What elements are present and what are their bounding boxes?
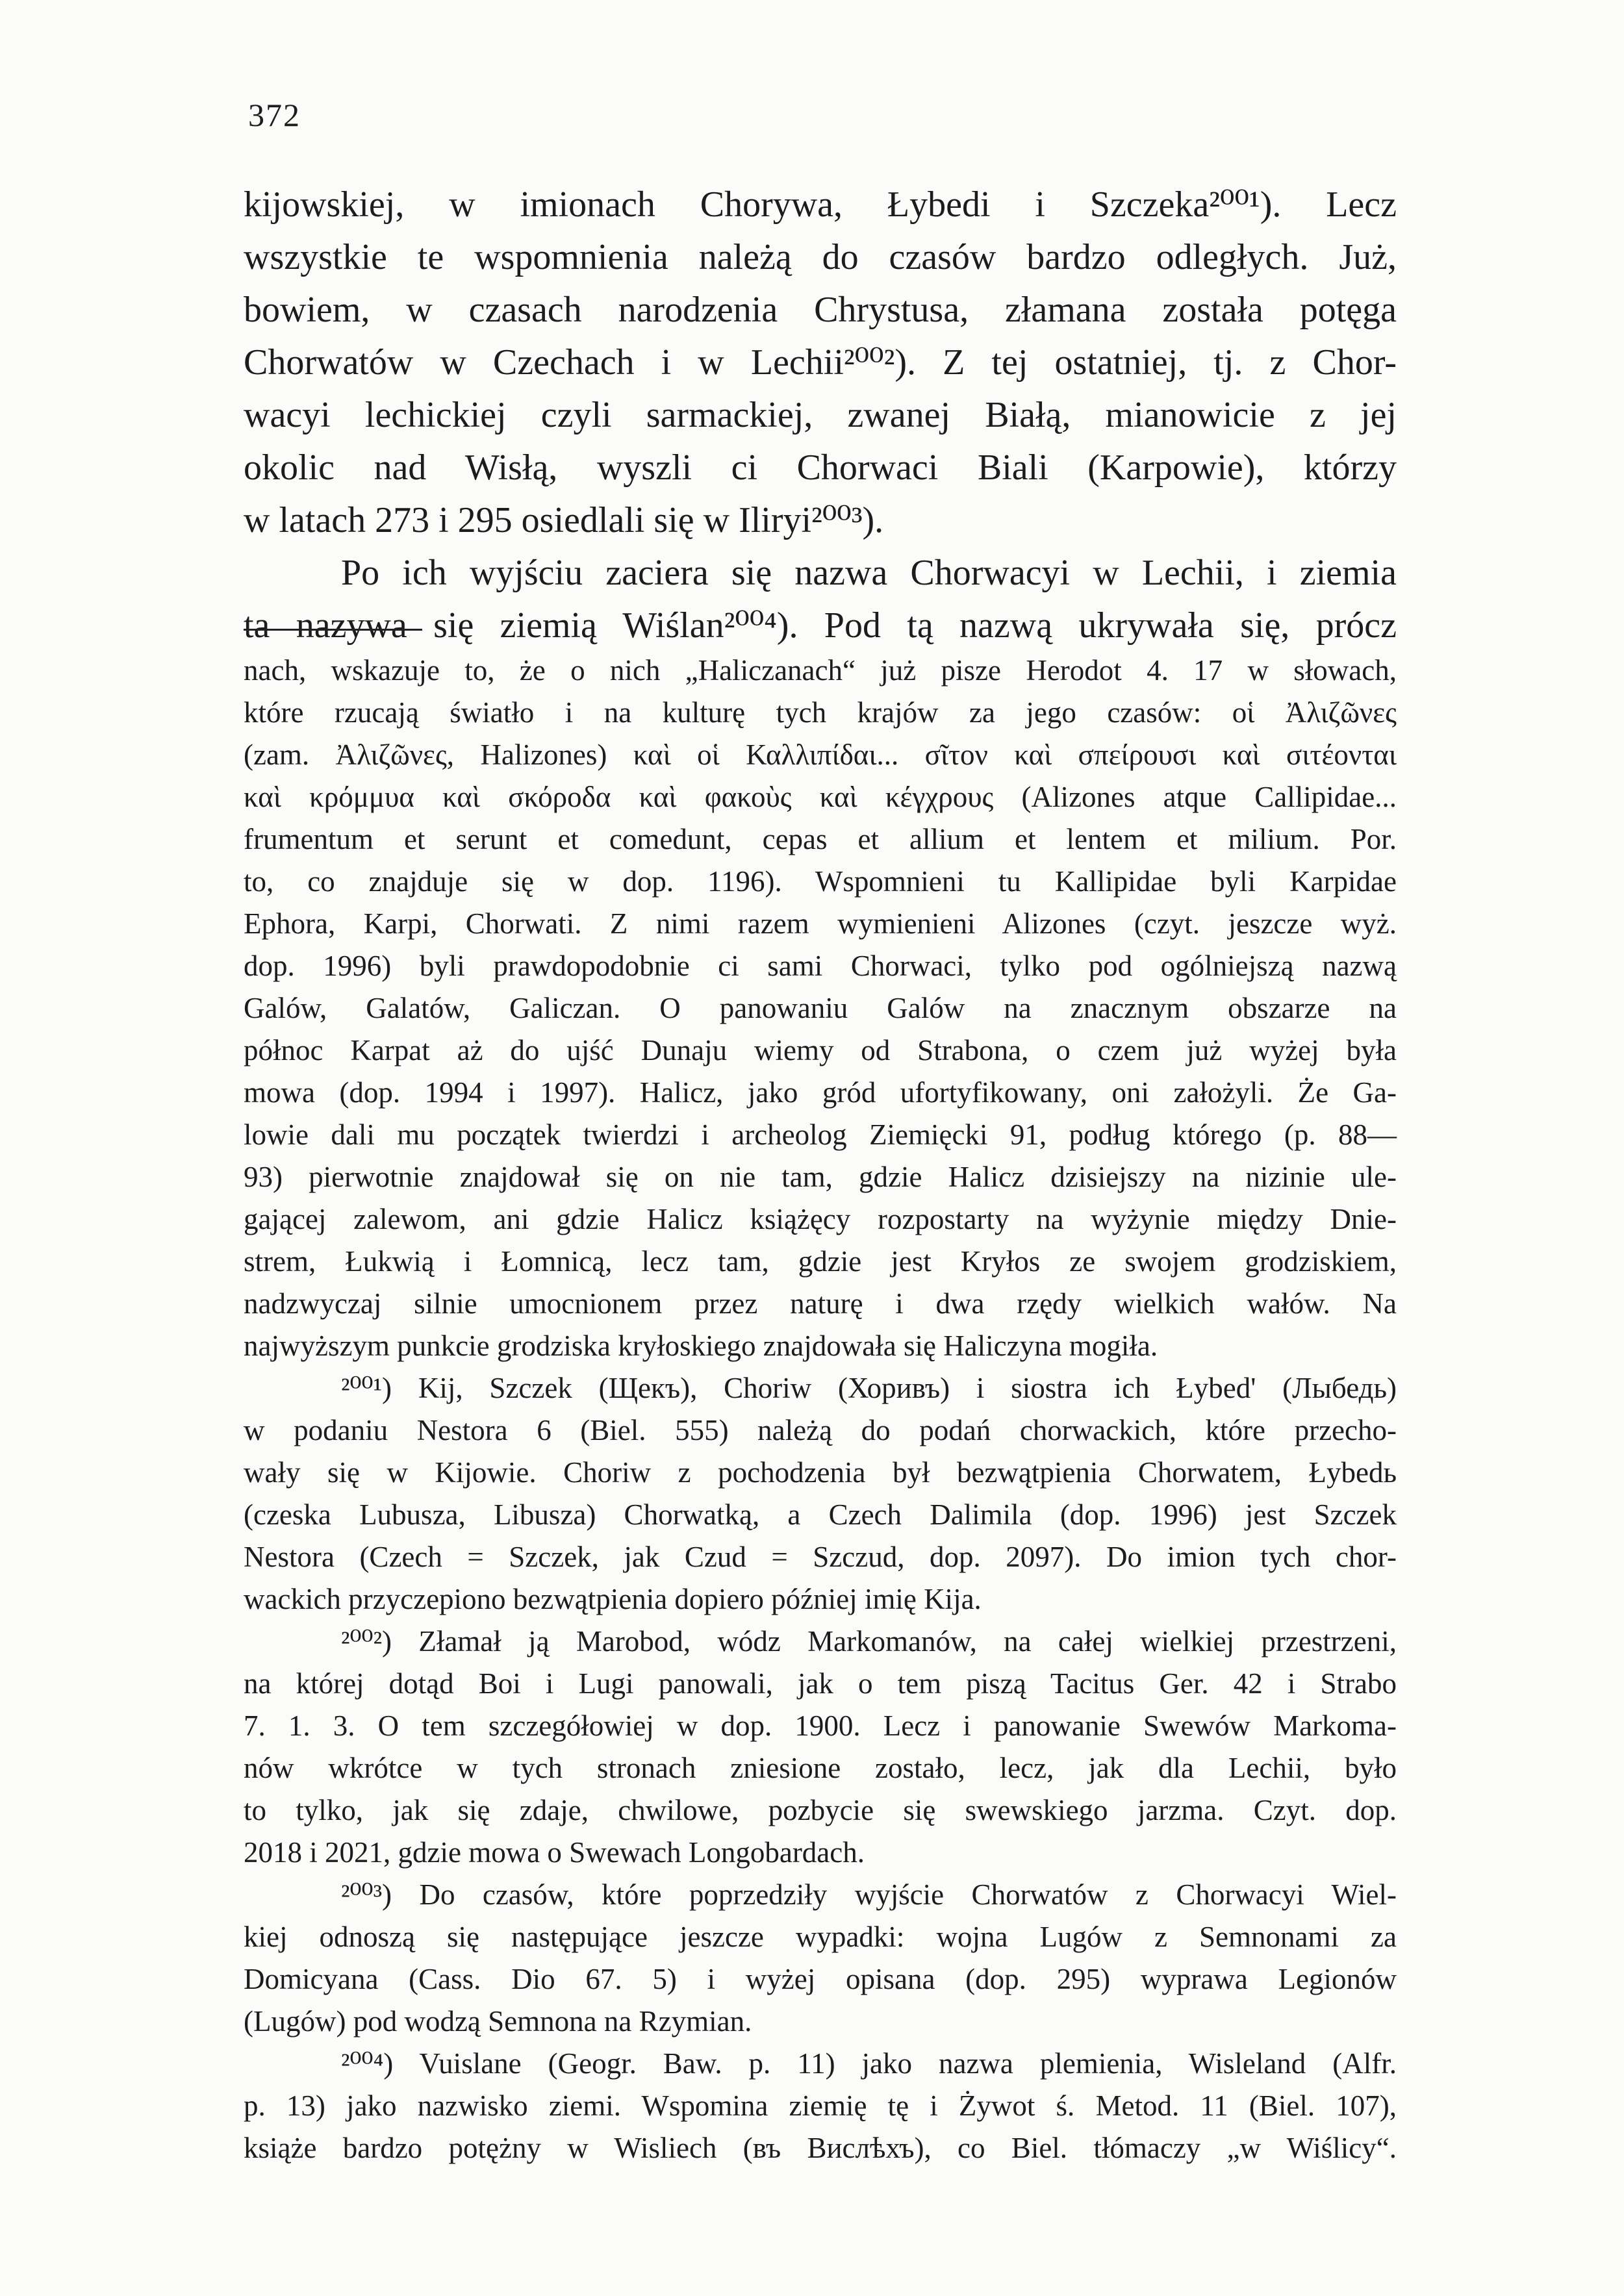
text-line: okolic nad Wisłą, wyszli ci Chorwaci Biali (Karpowie), którzy xyxy=(244,448,1397,488)
footnote-line: (czeska Lubusza, Libusza) Chorwatką, a Czech Dalimila (dop. 1996) jest Szczek xyxy=(244,1498,1397,1531)
footnote-line: wackich przyczepiono bezwątpienia dopiero później imię Kija. xyxy=(244,1583,982,1615)
footnote-line: północ Karpat aż do ujść Dunaju wiemy od Strabona, o czem już wyżej była xyxy=(244,1034,1397,1066)
footnote-line: dop. 1996) byli prawdopodobnie ci sami Chorwaci, tylko pod ogólniejszą nazwą xyxy=(244,950,1397,982)
footnote-line: lowie dali mu początek twierdzi i archeolog Ziemięcki 91, podług którego (p. 88— xyxy=(244,1118,1397,1151)
footnote-line: 93) pierwotnie znajdował się on nie tam, gdzie Halicz dzisiejszy na nizinie ule- xyxy=(244,1161,1397,1193)
footnote-line: to tylko, jak się zdaje, chwilowe, pozbycie się swewskiego jarzma. Czyt. dop. xyxy=(244,1794,1397,1826)
text-line: kijowskiej, w imionach Chorywa, Łybedi i Szczeka²⁰⁰¹). Lecz xyxy=(244,184,1397,225)
text-line: Chorwatów w Czechach i w Lechii²⁰⁰²). Z tej ostatniej, tj. z Chor- xyxy=(244,342,1397,383)
footnote-2003: ²⁰⁰³) Do czasów, które poprzedziły wyjście Chorwatów z Chorwacyi Wiel- xyxy=(341,1878,1397,1911)
footnote-line: kiej odnoszą się następujące jeszcze wypadki: wojna Lugów z Semnonami za xyxy=(244,1921,1397,1953)
footnote-2004: ²⁰⁰⁴) Vuislane (Geogr. Baw. p. 11) jako nazwa plemienia, Wisleland (Alfr. xyxy=(341,2047,1397,2080)
text-line: w latach 273 i 295 osiedlali się w Iliryi²⁰⁰³). xyxy=(244,500,884,540)
footnote-line: wały się w Kijowie. Choriw z pochodzenia był bezwątpienia Chorwatem, Łybedь xyxy=(244,1456,1397,1489)
text-line: ta nazywa się ziemią Wiślan²⁰⁰⁴). Pod tą nazwą ukrywała się, prócz xyxy=(244,605,1397,646)
footnote-line: na której dotąd Boi i Lugi panowali, jak o tem piszą Tacitus Ger. 42 i Strabo xyxy=(244,1667,1397,1700)
footnote-line: (zam. Ἀλιζῶνες, Halizones) καὶ οἱ Καλλιπίδαι... σῖτον καὶ σπείρουσι καὶ σιτέονται xyxy=(244,738,1397,771)
footnote-line: (Lugów) pod wodzą Semnona na Rzymian. xyxy=(244,2005,752,2037)
footnote-line: najwyższym punkcie grodziska kryłoskiego znajdowała się Haliczyna mogiła. xyxy=(244,1330,1158,1362)
footnote-2002: ²⁰⁰²) Złamał ją Marobod, wódz Markomanów, na całej wielkiej przestrzeni, xyxy=(341,1625,1397,1658)
footnote-line: Nestora (Czech = Szczek, jak Czud = Szczud, dop. 2097). Do imion tych chor- xyxy=(244,1541,1397,1573)
text-line: bowiem, w czasach narodzenia Chrystusa, złamana została potęga xyxy=(244,290,1397,330)
footnote-line: książe bardzo potężny w Wisliech (въ Вислѣхъ), co Biel. tłómaczy „w Wiślicy“. xyxy=(244,2132,1397,2164)
text-line: wszystkie te wspomnienia należą do czasów bardzo odległych. Już, xyxy=(244,237,1397,277)
footnote-line: 7. 1. 3. O tem szczegółowiej w dop. 1900. Lecz i panowanie Swewów Markoma- xyxy=(244,1709,1397,1742)
main-text xyxy=(244,179,1397,652)
footnote-line: to, co znajduje się w dop. 1196). Wspomnieni tu Kallipidae byli Karpidae xyxy=(244,865,1397,898)
footnote-line: gającej zalewom, ani gdzie Halicz książęcy rozpostarty na wyżynie między Dnie- xyxy=(244,1203,1397,1235)
footnote-line: 2018 i 2021, gdzie mowa o Swewach Longobardach. xyxy=(244,1836,865,1869)
footnote-line: strem, Łukwią i Łomnicą, lecz tam, gdzie jest Kryłos ze swojem grodziskiem, xyxy=(244,1245,1397,1278)
footnote-line: Galów, Galatów, Galiczan. O panowaniu Galów na znacznym obszarze na xyxy=(244,992,1397,1024)
text-line: Po ich wyjściu zaciera się nazwa Chorwacyi w Lechii, i ziemia xyxy=(341,553,1397,593)
footnote-line: Ephora, Karpi, Chorwati. Z nimi razem wymienieni Alizones (czyt. jeszcze wyż. xyxy=(244,907,1397,940)
footnote-2001: ²⁰⁰¹) Kij, Szczek (Щекъ), Choriw (Хоривъ) i siostra ich Łybed' (Лыбедь) xyxy=(341,1372,1397,1404)
footnote-line: mowa (dop. 1994 i 1997). Halicz, jako gród ufortyfikowany, oni założyli. Że Ga- xyxy=(244,1076,1397,1109)
footnote-line: καὶ κρόμμυα καὶ σκόροδα καὶ φακοὺς καὶ κέγχρους (Alizones atque Callipidae... xyxy=(244,781,1397,813)
footnotes xyxy=(244,650,1397,2169)
footnote-line: frumentum et serunt et comedunt, cepas et allium et lentem et milium. Por. xyxy=(244,823,1397,855)
footnote-line: nów wkrótce w tych stronach zniesione zostało, lecz, jak dla Lechii, było xyxy=(244,1752,1397,1784)
text-line: wacyi lechickiej czyli sarmackiej, zwanej Białą, mianowicie z jej xyxy=(244,395,1397,435)
footnote-separator xyxy=(244,629,422,631)
page-number: 372 xyxy=(248,97,301,133)
footnote-line: p. 13) jako nazwisko ziemi. Wspomina ziemię tę i Żywot ś. Metod. 11 (Biel. 107), xyxy=(244,2089,1397,2122)
footnote-line: w podaniu Nestora 6 (Biel. 555) należą do podań chorwackich, które przecho- xyxy=(244,1414,1397,1446)
footnote-line: nach, wskazuje to, że o nich „Haliczanach“ już pisze Herodot 4. 17 w słowach, xyxy=(244,654,1397,687)
footnote-line: nadzwyczaj silnie umocnionem przez naturę i dwa rzędy wielkich wałów. Na xyxy=(244,1287,1397,1320)
footnote-line: Domicyana (Cass. Dio 67. 5) i wyżej opisana (dop. 295) wyprawa Legionów xyxy=(244,1963,1397,1995)
footnote-line: które rzucają światło i na kulturę tych krajów za jego czasów: οἱ Ἀλιζῶνες xyxy=(244,696,1397,729)
